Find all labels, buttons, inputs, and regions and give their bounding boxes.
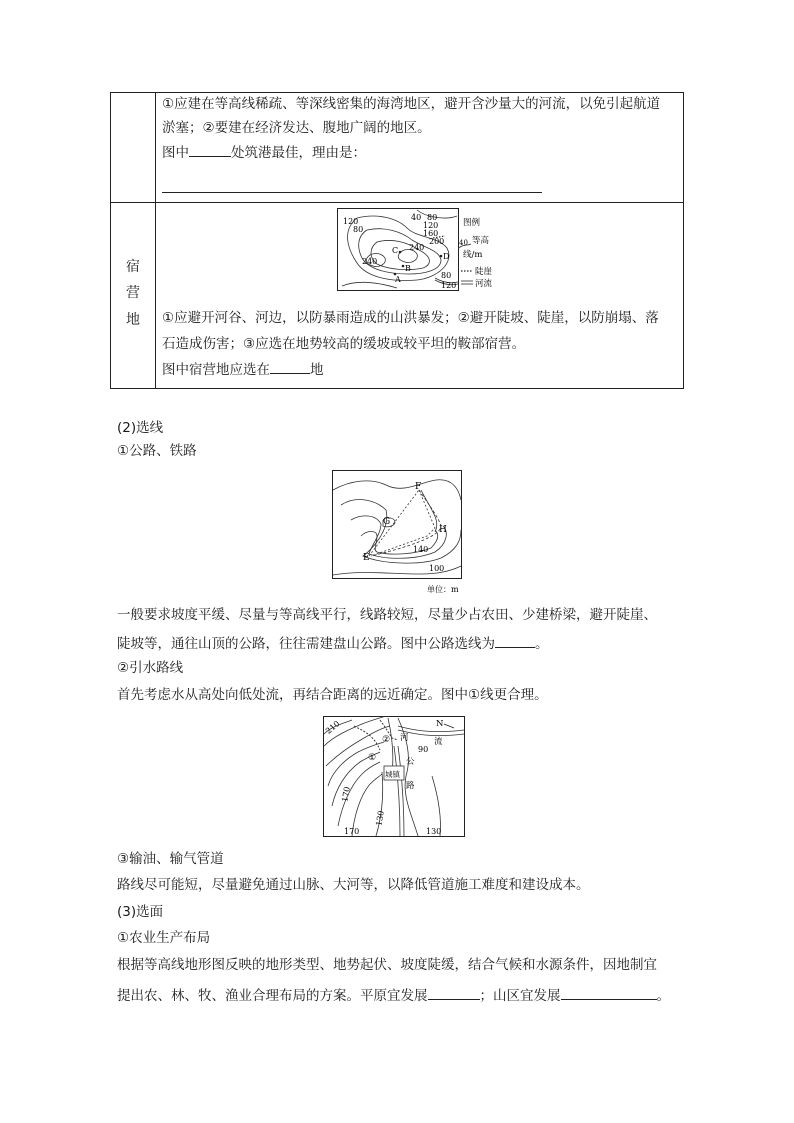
pipe-paragraph: 路线尽可能短，尽量避免通过山脉、大河等，以降低管道施工难度和建设成本。: [117, 877, 590, 893]
agri-paragraph-1: 根据等高线地形图反映的地形类型、地势起伏、坡度陡缓，结合气候和水源条件，因地制宜: [117, 957, 657, 973]
camp-legend-contour-unit: 线/m: [463, 250, 483, 260]
water-route-map: [322, 716, 466, 838]
camp-text-1: ①应避开河谷、河边，以防暴雨造成的山洪暴发；②避开陡坡、陡崖，以防崩塌、落: [162, 310, 659, 326]
camp-point-B: B: [405, 264, 411, 273]
water-road-char-2: 路: [406, 781, 415, 791]
water-route-1: ①: [368, 753, 377, 763]
column-divider: [155, 93, 156, 388]
harbor-text-1: ①应建在等高线稀疏、等深线密集的海湾地区，避开含沙量大的河流，以免引起航道: [162, 96, 661, 112]
agri-paragraph-2: [117, 984, 670, 1006]
road-point-H: H: [439, 525, 447, 535]
camp-point-D: D: [443, 252, 450, 261]
water-label-130a: 130: [374, 810, 386, 827]
camp-text-2: 石造成伤害；③应选在地势较高的缓坡或较平坦的鞍部宿营。: [162, 336, 526, 352]
harbor-reason-blank[interactable]: [162, 192, 542, 193]
water-route-2: ②: [382, 735, 391, 745]
camp-map-label-40: 40: [411, 213, 422, 222]
road-paragraph-2: [117, 632, 549, 654]
camp-legend-title: 图例: [463, 218, 481, 228]
camp-map-label-120b: 120: [423, 221, 439, 230]
road-paragraph-1: 一般要求坡度平缓、尽量与等高线平行，线路较短，尽量少占农田、少建桥梁，避开陡崖、: [117, 607, 657, 623]
harbor-question: [162, 141, 366, 165]
water-label-170b: 170: [344, 827, 360, 836]
camp-map-label-80c: 80: [441, 271, 452, 280]
road-label-140: 140: [413, 545, 429, 554]
water-north-label: N: [436, 719, 444, 729]
water-label-130b: 130: [426, 827, 442, 836]
camp-map-label-120a: 120: [343, 217, 359, 226]
section2-heading: (2)选线: [117, 420, 164, 436]
road-paragraph-2-suffix: 。: [535, 636, 549, 652]
camp-label-2: 营: [126, 285, 140, 301]
water-town-label: 城镇: [385, 770, 400, 779]
harbor-text-2: 淤塞；②要建在经济发达、腹地广阔的地区。: [162, 120, 431, 136]
camp-map-label-160: 160: [423, 229, 439, 238]
road-point-F: F: [415, 482, 422, 492]
camp-map-label-240b: 240: [362, 257, 378, 266]
road-contour-map: [331, 470, 463, 598]
section3-heading: (3)选面: [117, 904, 164, 920]
camp-legend-contour-value: 40: [459, 239, 468, 247]
camp-point-C: C: [392, 246, 399, 255]
camp-question: [162, 358, 324, 382]
camp-map-label-80a: 80: [353, 225, 364, 234]
plain-answer-blank[interactable]: [428, 984, 480, 1000]
water-label-170a: 170: [340, 786, 352, 803]
water-road-char-1: 公: [406, 757, 415, 767]
harbor-answer-blank[interactable]: [189, 141, 231, 157]
camp-answer-blank[interactable]: [270, 358, 310, 374]
road-paragraph-2-prefix: 陡坡等，通往山顶的公路，往往需建盘山公路。图中公路选线为: [117, 636, 495, 652]
water-river-char-1: 河: [400, 733, 409, 743]
water-label-90: 90: [418, 745, 429, 754]
section2-sub3: ③输油、输气管道: [117, 851, 224, 867]
section2-sub1: ①公路、铁路: [117, 443, 197, 459]
section2-sub2: ②引水路线: [117, 660, 184, 676]
camp-map-label-120c: 120: [441, 281, 457, 290]
info-table: [110, 92, 684, 389]
agri-paragraph-2-a: 提出农、林、牧、渔业合理布局的方案。平原宜发展: [117, 988, 428, 1004]
section3-sub1: ①农业生产布局: [117, 930, 211, 946]
camp-question-prefix: 图中宿营地应选在: [162, 362, 270, 378]
camp-legend-contour: 等高: [472, 236, 490, 246]
camp-label-1: 宿: [126, 259, 140, 275]
camp-contour-map: [337, 208, 493, 292]
camp-point-A: A: [395, 275, 401, 284]
camp-map-label-240a: 240: [409, 243, 425, 252]
mountain-answer-blank[interactable]: [561, 984, 657, 1000]
road-answer-blank[interactable]: [495, 632, 535, 648]
road-point-G: G: [383, 517, 391, 527]
agri-paragraph-2-c: 。: [656, 988, 670, 1004]
camp-map-label-80b: 80: [427, 213, 438, 222]
water-paragraph: 首先考虑水从高处向低处流，再结合距离的远近确定。图中①线更合理。: [117, 687, 548, 703]
camp-label-3: 地: [126, 312, 140, 328]
camp-map-label-200: 200: [429, 237, 445, 246]
harbor-question-prefix: 图中: [162, 145, 189, 161]
agri-paragraph-2-b: ；山区宜发展: [479, 988, 561, 1004]
harbor-question-suffix: 处筑港最佳，理由是：: [231, 145, 366, 161]
camp-legend-river: 河流: [475, 279, 493, 289]
water-river-char-2: 流: [434, 737, 443, 747]
road-label-100: 100: [429, 564, 445, 573]
road-map-unit: 单位：m: [427, 585, 459, 594]
camp-legend-cliff: 陡崖: [475, 267, 493, 277]
water-label-210: 210: [323, 719, 342, 736]
road-point-E: E: [363, 553, 370, 563]
camp-question-suffix: 地: [310, 362, 324, 378]
